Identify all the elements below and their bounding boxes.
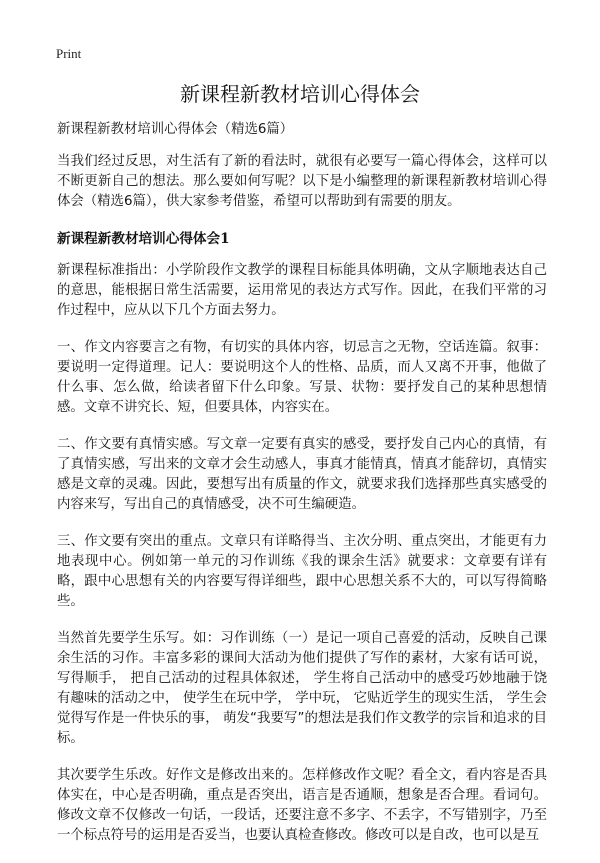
paragraph: 当然首先要学生乐写。如：习作训练（一）是记一项自己喜爱的活动，反映自己课余生活的习作。丰富多彩的课间大活动为他们提供了写作的素材，大家有话可说，写得顺手， 把自己活动的过程具体叙述， 学生将自己活动中的感受巧妙地融于饶有趣味的活动之中， 使学生在玩中学， 学中玩， 它贴近学生的现实生活， 学生会觉得写作是一件快乐的事， 萌发“我要写”的想法是我们作文教学的宗旨和追求的目标。 <box>57 631 547 746</box>
article-body <box>57 120 547 863</box>
section-heading: 新课程新教材培训心得体会1 <box>57 231 230 247</box>
paragraph: 二、作文要有真情实感。写文章一定要有真实的感受，要抒发自己内心的真情，有了真情实感，写出来的文章才会生动感人，事真才能情真，情真才能辞切，真情实感是文章的灵魂。因此，要想写出有质量的作文，就要求我们选择那些真实感受的内容来写，写出自己的真情感受，决不可生编硬造。 <box>57 437 547 512</box>
print-link[interactable]: Print <box>56 46 82 61</box>
article-subtitle: 新课程新教材培训心得体会（精选6篇） <box>57 122 294 137</box>
intro-paragraph: 当我们经过反思，对生活有了新的看法时，就很有必要写一篇心得体会，这样可以不断更新自己的想法。那么要如何写呢？以下是小编整理的新课程新教材培训心得体会（精选6篇），供大家参考借鉴，希望可以帮助到有需要的朋友。 <box>57 154 547 209</box>
paragraph: 一、作文内容要言之有物，有切实的具体内容，切忌言之无物，空话连篇。叙事：要说明一定得道理。记人：要说明这个人的性格、品质，而人又离不开事，他做了什么事、怎么做，给读者留下什么印象。写景、状物：要抒发自己的某种思想情感。文章不讲究长、短，但要具体，内容实在。 <box>57 340 547 415</box>
paragraph: 其次要学生乐改。好作文是修改出来的。怎样修改作文呢？看全文，看内容是否具体实在，中心是否明确，重点是否突出，语言是否通顺，想象是否合理。看词句。修改文章不仅修改一句话，一段话，还要注意不多字、不丢字，不写错别字，乃至一个标点符号的运用是否妥当，也要认真检查修改。修改可以是自改，也可以是互 <box>57 768 547 843</box>
paragraph: 三、作文要有突出的重点。文章只有详略得当、主次分明、重点突出，才能更有力地表现中心。例如第一单元的习作训练《我的课余生活》就要求：文章要有详有略，跟中心思想有关的内容要写得详细些，跟中心思想关系不大的，可以写得简略些。 <box>57 534 547 609</box>
paragraph: 新课程标准指出：小学阶段作文教学的课程目标能具体明确，文从字顺地表达自己的意思，能根据日常生活需要，运用常见的表达方式写作。因此，在我们平常的习作过程中，应从以下几个方面去努力。 <box>57 263 547 318</box>
page-title: 新课程新教材培训心得体会 <box>180 82 420 106</box>
